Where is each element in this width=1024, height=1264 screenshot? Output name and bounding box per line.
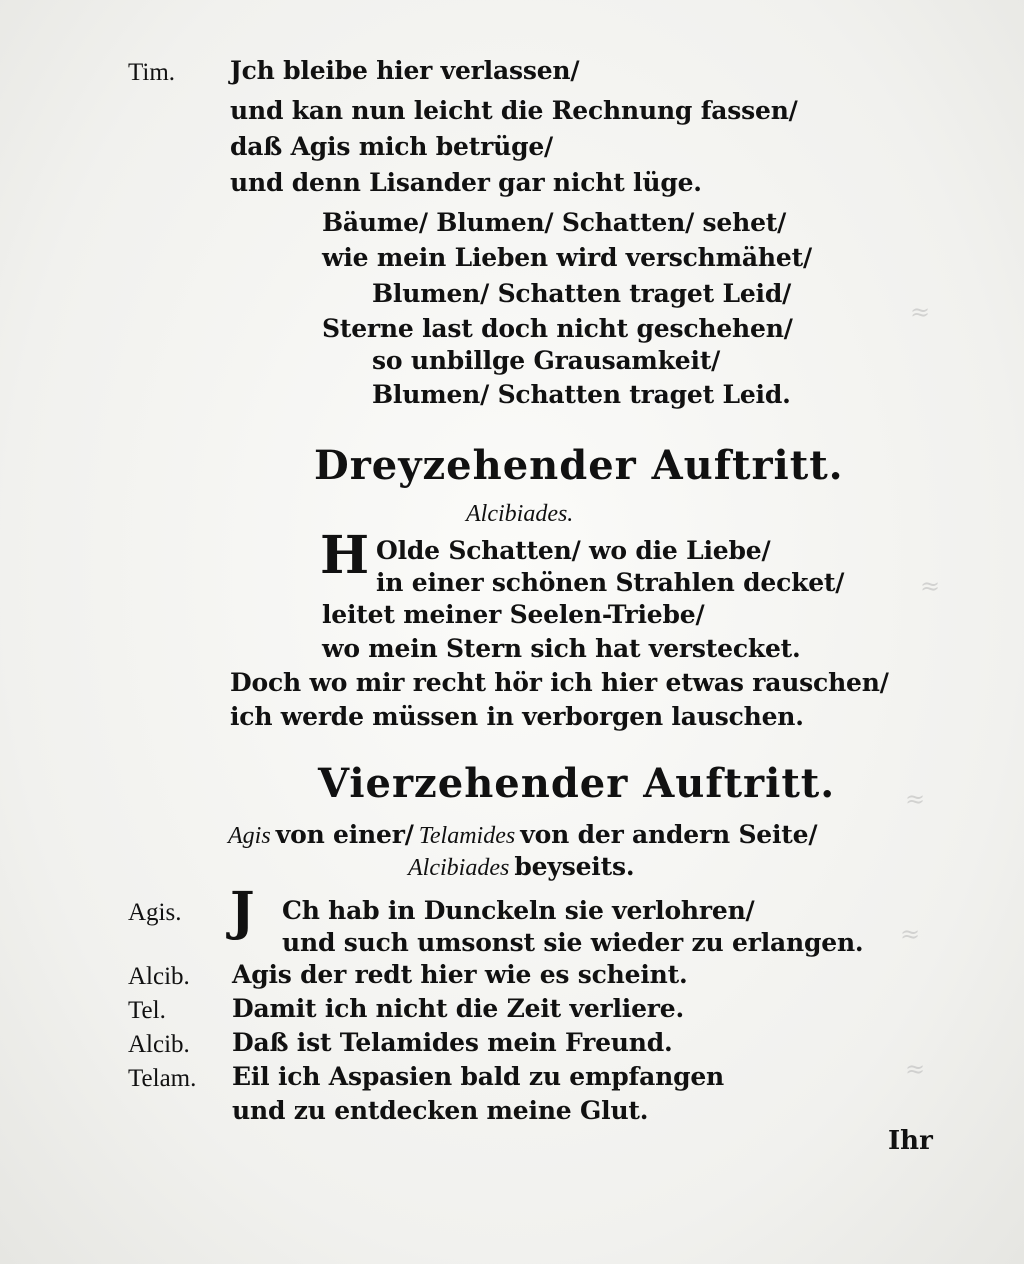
verse-line: und denn Lisander gar nicht lüge. [230, 168, 702, 197]
aria-line: Blumen/ Schatten traget Leid. [372, 380, 791, 409]
speaker-label: Alcib. [128, 963, 190, 990]
aria-line: so unbillge Grausamkeit/ [372, 346, 721, 375]
verse-line: daß Agis mich betrüge/ [230, 132, 553, 161]
aria-line: Bäume/ Blumen/ Schatten/ sehet/ [322, 208, 787, 237]
verse-line: Agis der redt hier wie es scheint. [232, 960, 688, 989]
verse-line: Ch hab in Dunckeln sie verlohren/ [282, 896, 755, 925]
stage-text: von der andern Seite/ [520, 820, 818, 849]
verse-line: und zu entdecken meine Glut. [232, 1096, 649, 1125]
speaker-label: Telam. [128, 1065, 197, 1092]
character-name: Agis [228, 823, 271, 849]
character-name: Telamides [418, 823, 516, 849]
verse-line: und kan nun leicht die Rechnung fassen/ [230, 96, 798, 125]
verse-line: Damit ich nicht die Zeit verliere. [232, 994, 684, 1023]
bleed-through-mark: ≈ [900, 920, 921, 948]
aria-line: in einer schönen Strahlen decket/ [376, 568, 845, 597]
scene-heading: Dreyzehender Auftritt. [314, 442, 844, 489]
speaker-label: Tel. [128, 997, 166, 1024]
aria-line: leitet meiner Seelen-Triebe/ [322, 600, 705, 629]
verse-line: Daß ist Telamides mein Freund. [232, 1028, 673, 1057]
bleed-through-mark: ≈ [905, 1055, 926, 1083]
verse-line: ich werde müssen in verborgen lauschen. [230, 702, 804, 731]
scene-heading: Vierzehender Auftritt. [318, 760, 836, 807]
drop-cap: J [230, 881, 255, 942]
stage-direction [408, 854, 634, 880]
character-name: Alcibiades. [466, 501, 574, 527]
drop-cap: H [320, 525, 370, 586]
speaker-label: Tim. [128, 59, 176, 86]
stage-text: von einer/ [275, 820, 414, 849]
stage-direction [228, 822, 817, 848]
verse-line: Jch bleibe hier verlassen/ [230, 56, 580, 85]
catchword: Ihr [888, 1126, 933, 1156]
aria-line: wo mein Stern sich hat verstecket. [322, 634, 801, 663]
aria-line: wie mein Lieben wird verschmähet/ [322, 243, 812, 272]
verse-line: Doch wo mir recht hör ich hier etwas rauschen/ [230, 668, 889, 697]
stage-text: beyseits. [514, 852, 635, 881]
verse-line: Eil ich Aspasien bald zu empfangen [232, 1062, 725, 1091]
bleed-through-mark: ≈ [910, 298, 931, 326]
speaker-label: Agis. [128, 899, 182, 926]
aria-line: Sterne last doch nicht geschehen/ [322, 314, 793, 343]
character-name: Alcibiades [408, 855, 510, 881]
verse-line: und such umsonst sie wieder zu erlangen. [282, 928, 864, 957]
aria-line: Blumen/ Schatten traget Leid/ [372, 279, 792, 308]
aria-line: Olde Schatten/ wo die Liebe/ [376, 536, 771, 565]
bleed-through-mark: ≈ [905, 785, 926, 813]
bleed-through-mark: ≈ [920, 572, 941, 600]
speaker-label: Alcib. [128, 1031, 190, 1058]
